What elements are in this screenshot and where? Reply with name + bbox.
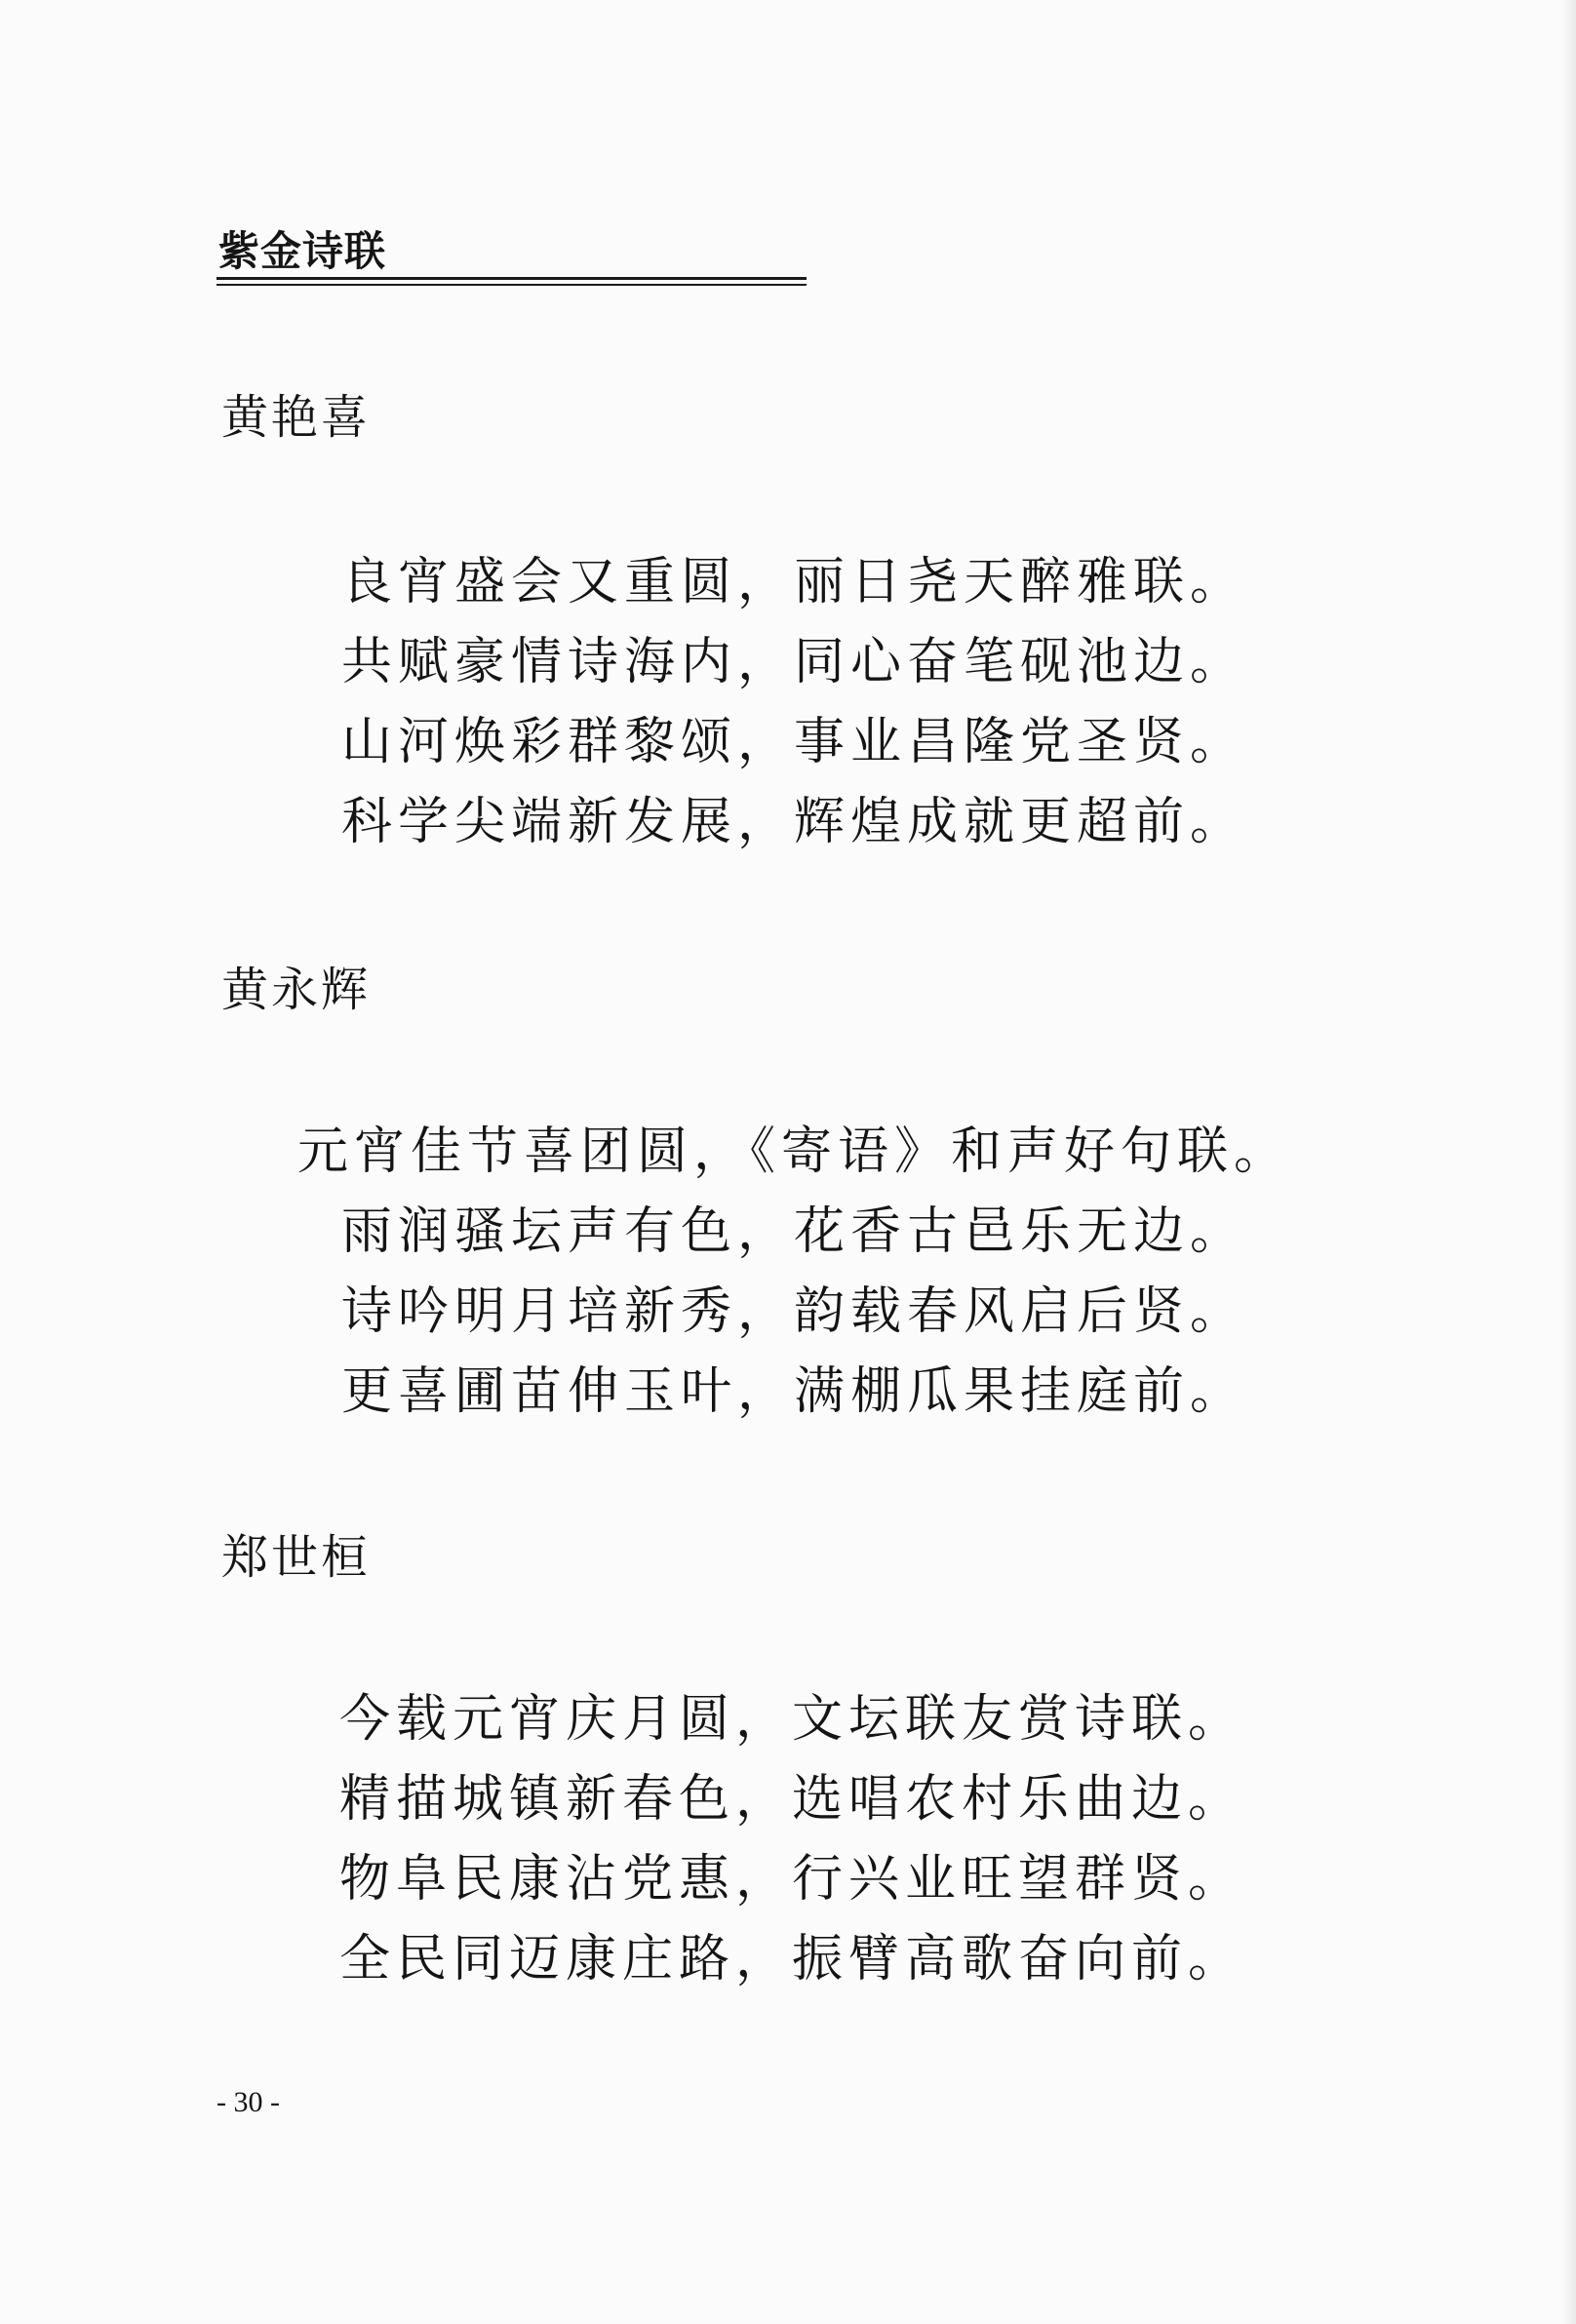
poem-line: 山河焕彩群黎颂，事业昌隆党圣贤。: [341, 713, 1247, 771]
poem-line: 良宵盛会又重圆，丽日尧天醉雅联。: [341, 553, 1247, 611]
poem-line: 元宵佳节喜团圆，《寄语》和声好句联。: [297, 1123, 1291, 1181]
section-header: [217, 226, 807, 287]
poem-author: 黄艳喜: [221, 390, 372, 445]
poem-line: 全民同迈康庄路，振臂高歌奋向前。: [339, 1930, 1245, 1989]
poem-line: 雨润骚坛声有色，花香古邑乐无边。: [341, 1202, 1247, 1261]
poem-line: 物阜民康沾党惠，行兴业旺望群贤。: [339, 1850, 1245, 1909]
poem-author: 郑世桓: [221, 1530, 372, 1585]
header-underline: [217, 277, 807, 280]
poem-line: 精描城镇新春色，选唱农村乐曲边。: [339, 1770, 1245, 1829]
header-underline-secondary: [217, 284, 807, 286]
poem-line: 今载元宵庆月圆，文坛联友赏诗联。: [339, 1690, 1245, 1749]
page-number: - 30 -: [217, 2086, 280, 2118]
poem-line: 共赋豪情诗海内，同心奋笔砚池边。: [341, 633, 1247, 691]
poem-line: 更喜圃苗伸玉叶，满棚瓜果挂庭前。: [341, 1362, 1247, 1421]
scan-edge-shadow: [1562, 0, 1576, 2324]
poem-line: 诗吟明月培新秀，韵载春风启后贤。: [341, 1282, 1247, 1341]
poem-line: 科学尖端新发展，辉煌成就更超前。: [341, 793, 1247, 851]
poem-author: 黄永辉: [221, 963, 372, 1017]
section-title: 紫金诗联: [218, 227, 387, 275]
